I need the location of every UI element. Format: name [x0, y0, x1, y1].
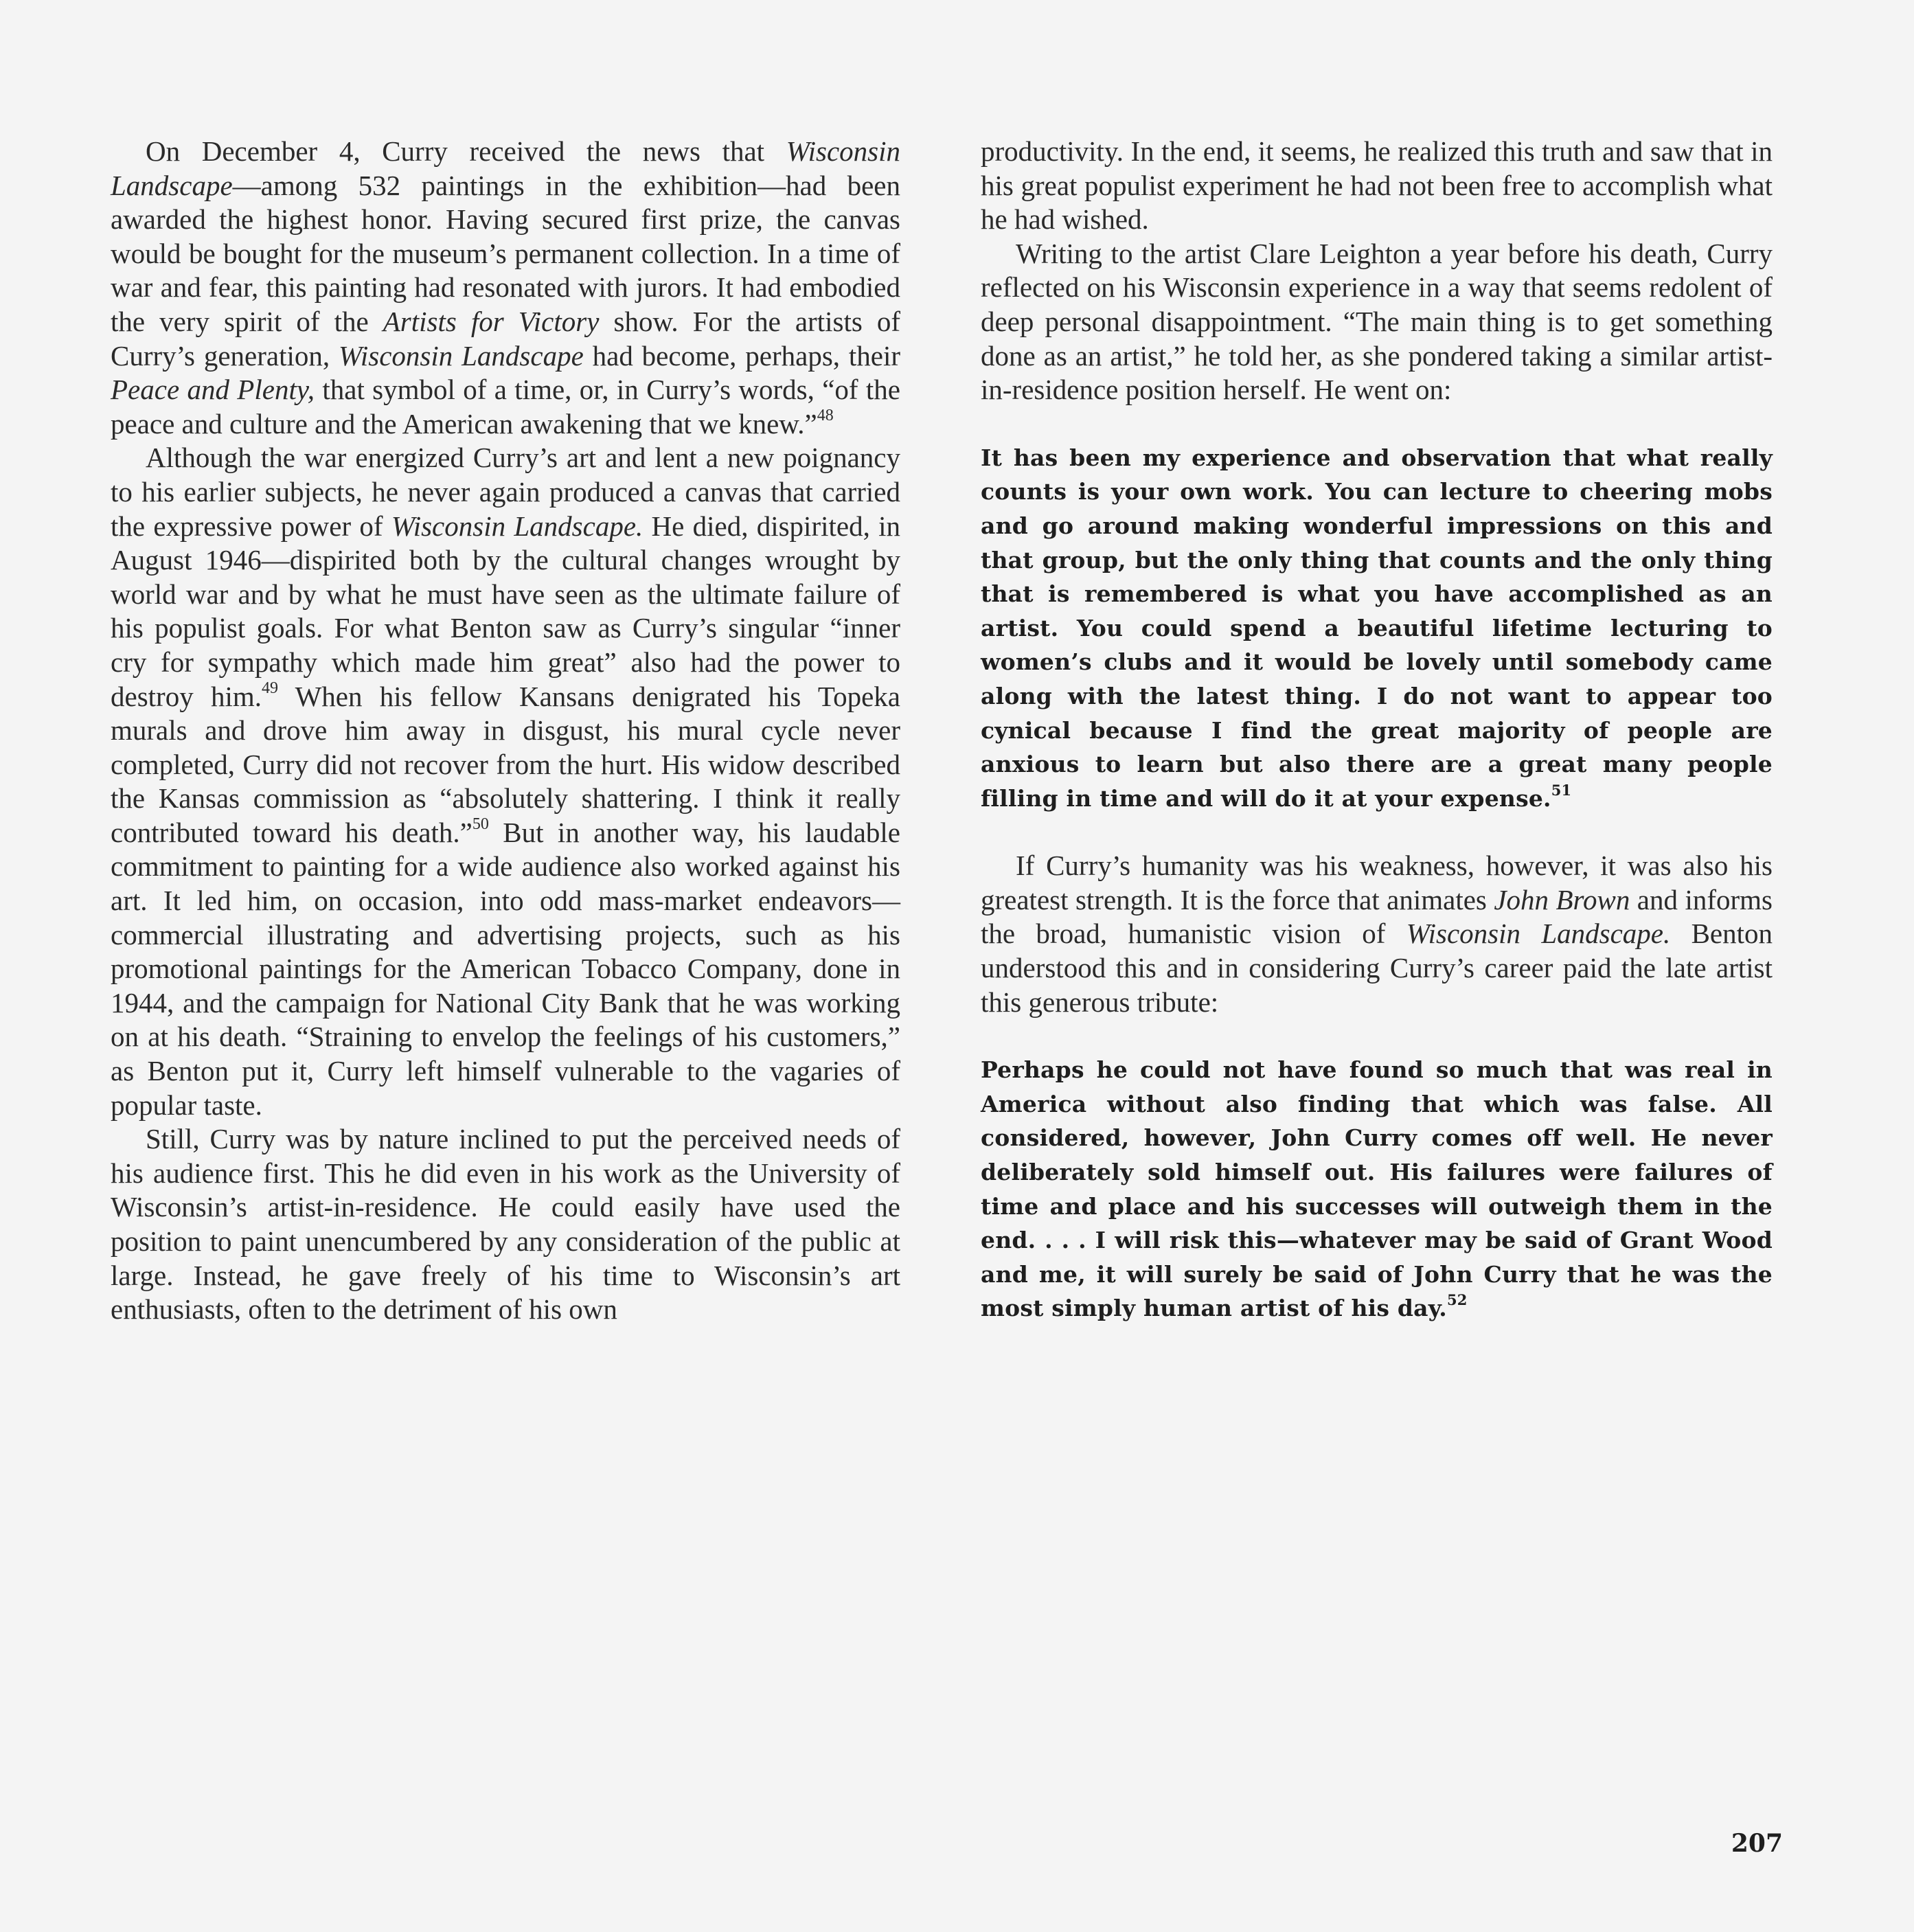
footnote-ref: 52 — [1447, 1291, 1468, 1309]
artwork-title: Wisconsin Landscape — [111, 135, 900, 201]
text-run: show. For the artists of Curry’s generation, — [111, 305, 900, 372]
paragraph-humanity — [981, 849, 1773, 1019]
artwork-title: Wisconsin Landscape. — [391, 510, 643, 542]
text-run: On December 4, Curry received the news that — [146, 135, 786, 167]
paragraph-audience-needs — [111, 1122, 900, 1327]
paragraph-productivity — [981, 135, 1773, 237]
footnote-ref: 48 — [817, 407, 834, 425]
paragraph-war-and-death — [111, 441, 900, 1122]
left-column — [111, 135, 900, 1327]
text-run: Writing to the artist Clare Leighton a year before his death, Curry reflected on his Wisconsin experience in a way that seems redolent of deep personal disappointment. “The main thing is to get something done as an artist,” he told her, as she pondered taking a similar artist-in-residence position herself. He went on: — [981, 237, 1773, 406]
footnote-ref: 49 — [262, 679, 279, 697]
footnote-ref: 50 — [472, 815, 489, 834]
footnote-ref: 51 — [1551, 781, 1572, 799]
artwork-title: John Brown — [1494, 883, 1630, 916]
artwork-title: Wisconsin Landscape. — [1406, 918, 1671, 950]
page-number: 207 — [1731, 1829, 1783, 1858]
paragraph-exhibition-prize — [111, 135, 900, 441]
text-run: When his fellow Kansans denigrated his Topeka murals and drove him away in disgust, his mural cycle never completed, Curry did not recover from the hurt. His widow described the Kansas commission as “absolutely shattering. I think it really contributed toward his death.” — [111, 680, 900, 848]
block-quote-benton — [981, 1053, 1773, 1326]
block-quote-curry — [981, 441, 1773, 816]
text-run: He died, dispirited, in August 1946—dispirited both by the cultural changes wrought by world war and by what he must have seen as the ultimate failure of his populist goals. For what Benton saw as Curry’s singular “inner cry for sympathy which made him great” also had the power to destroy him. — [111, 510, 900, 712]
text-run: Benton understood this and in considering Curry’s career paid the late artist this generous tribute: — [981, 918, 1773, 1018]
text-run: had become, perhaps, their — [583, 339, 901, 372]
quote-text: It has been my experience and observation that what really counts is your own work. You can lecture to cheering mobs and go around making wonderful impressions on this and that group, but the only thing that counts and the only thing that is remembered is what you have accomplished as an artist. You could spend a beautiful lifetime lecturing to women’s clubs and it would be lovely until somebody came along with the latest thing. I do not want to appear too cynical because I find the great majority of people are anxious to learn but also there are a great many people filling in time and will do it at your expense. — [981, 444, 1773, 812]
text-run: —among 532 paintings in the exhibition—had been awarded the highest honor. Having secured first prize, the canvas would be bought for the museum’s permanent collection. In a time of war and fear, this painting had resonated with jurors. It had embodied the very spirit of the — [111, 169, 900, 337]
artwork-title: Wisconsin Landscape — [338, 339, 584, 372]
text-run: that symbol of a time, or, in Curry’s words, “of the peace and culture and the American awakening that we knew.” — [111, 374, 900, 440]
artwork-title: Peace and Plenty, — [111, 374, 315, 406]
paragraph-clare-leighton — [981, 237, 1773, 407]
text-run: If Curry’s humanity was his weakness, however, it was also his greatest strength. It is the force that animates — [981, 850, 1773, 916]
text-run: productivity. In the end, it seems, he realized this truth and saw that in his great populist experiment he had not been free to accomplish what he had wished. — [981, 135, 1773, 236]
right-column — [981, 135, 1773, 1326]
text-run: But in another way, his laudable commitment to painting for a wide audience also worked against his art. It led him, on occasion, into odd mass-market endeavors—commercial illustrating and advertising projects, such as his promotional paintings for the American Tobacco Company, done in 1944, and the campaign for National City Bank that he was working on at his death. “Straining to envelop the feelings of his customers,” as Benton put it, Curry left himself vulnerable to the vagaries of popular taste. — [111, 816, 900, 1121]
text-run: Still, Curry was by nature inclined to put the perceived needs of his audience first. This he did even in his work as the University of Wisconsin’s artist-in-residence. He could easily have used the position to paint unencumbered by any consideration of the public at large. Instead, he gave freely of his time to Wisconsin’s art enthusiasts, often to the detriment of his own — [111, 1123, 900, 1326]
quote-text: Perhaps he could not have found so much that was real in America without also finding that which was false. All considered, however, John Curry comes off well. He never deliberately sold himself out. His failures were failures of time and place and his successes will outweigh them in the end. . . . I will risk this—whatever may be said of Grant Wood and me, it will surely be said of John Curry that he was the most simply human artist of his day. — [981, 1056, 1773, 1322]
exhibition-title: Artists for Victory — [383, 305, 600, 337]
text-run: and informs the broad, humanistic vision of — [981, 883, 1773, 950]
text-run: Although the war energized Curry’s art and lent a new poignancy to his earlier subjects, he never again produced a canvas that carried the expressive power of — [111, 442, 900, 542]
